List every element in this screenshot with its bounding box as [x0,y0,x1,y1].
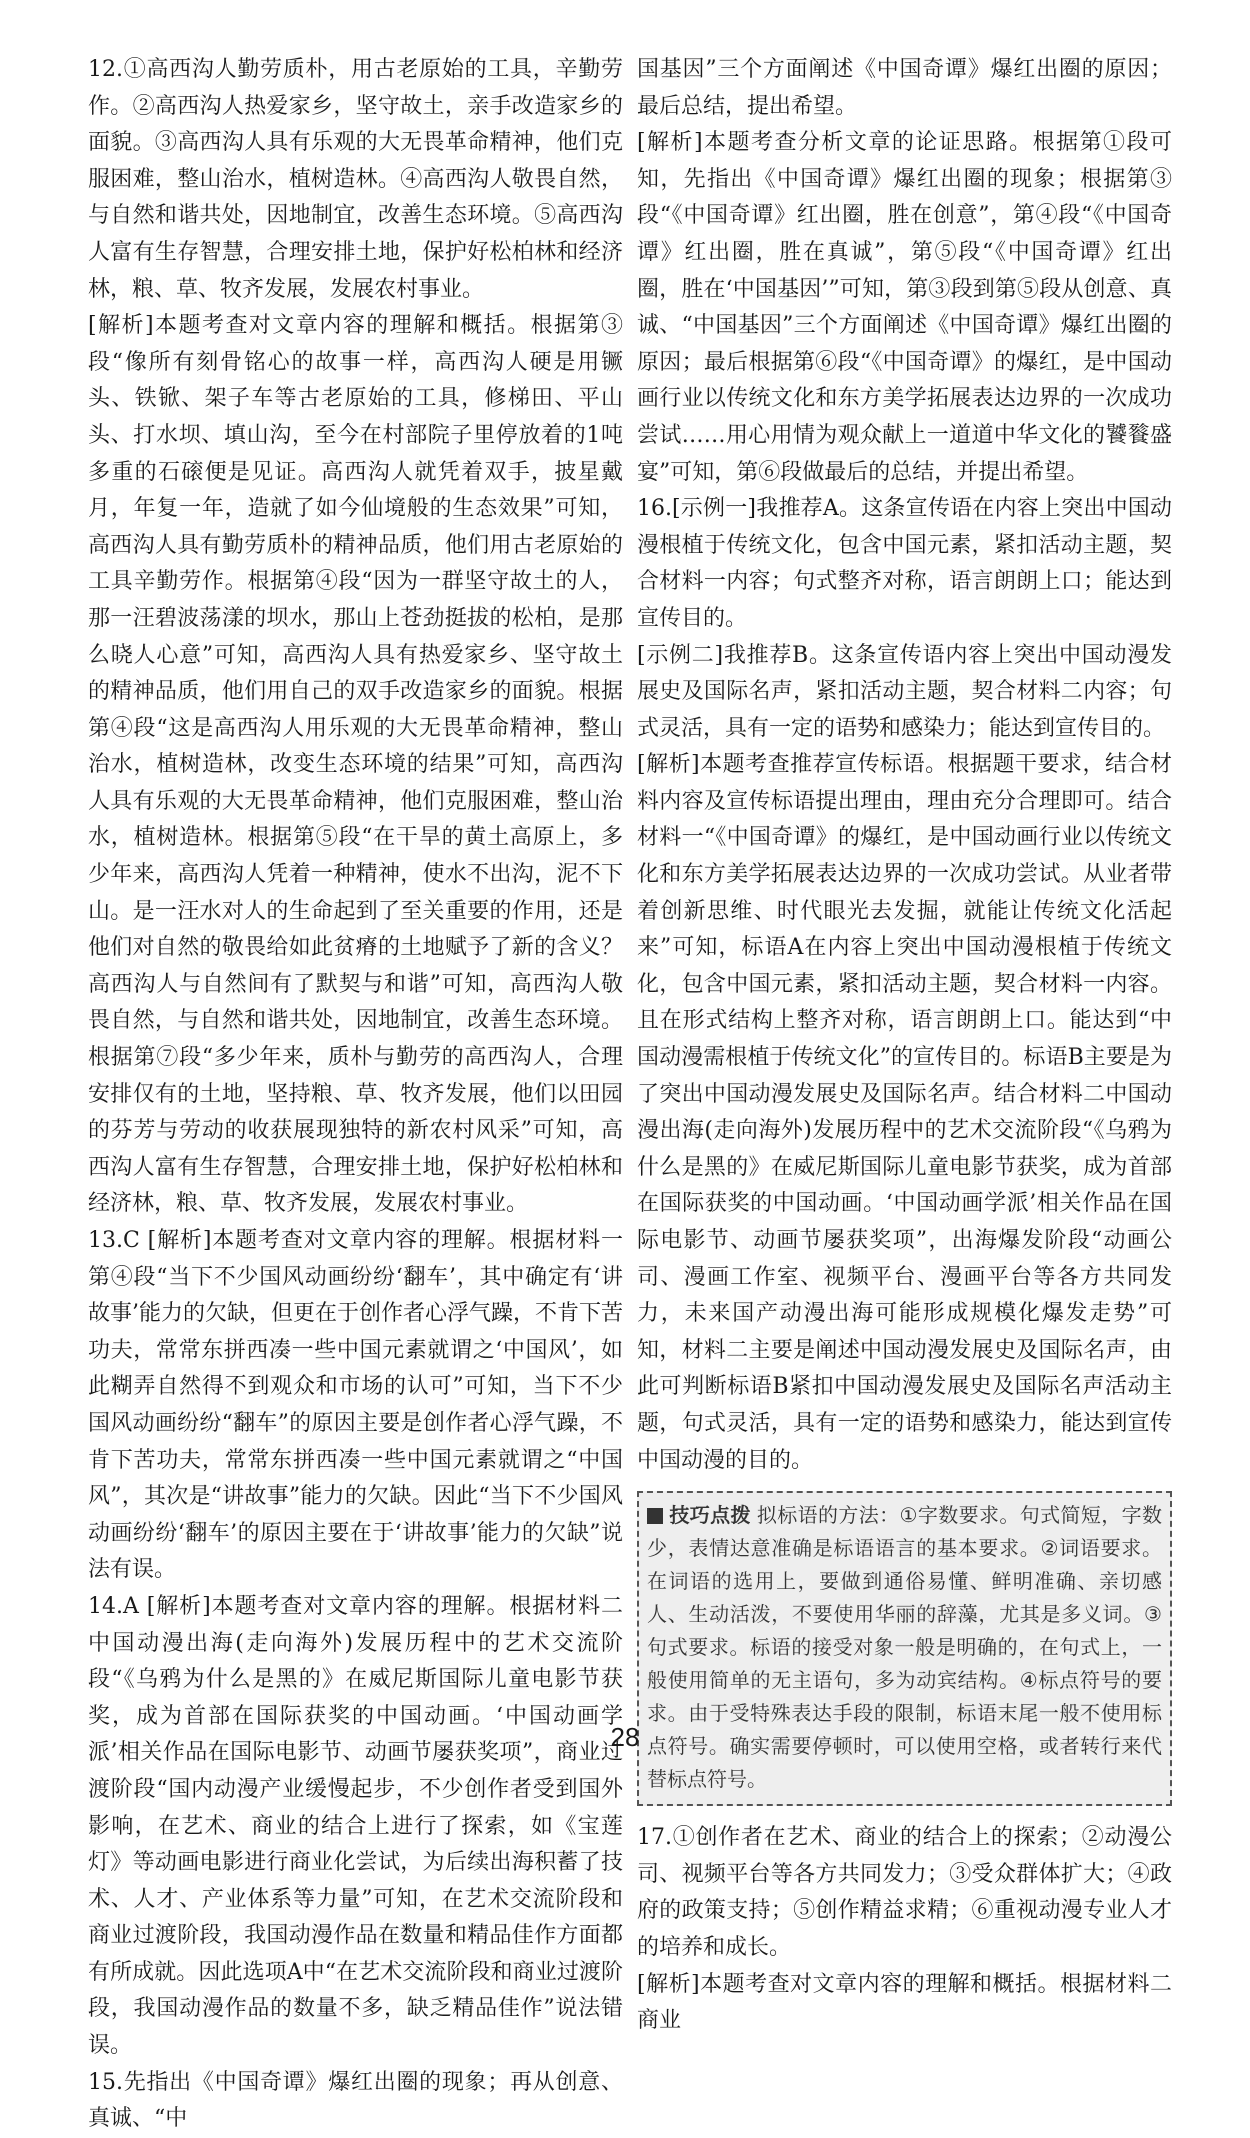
analysis-15: [解析]本题考查分析文章的论证思路。根据第①段可知，先指出《中国奇谭》爆红出圈的现象；根据第③段“《中国奇谭》红出圈，胜在创意”，第④段“《中国奇谭》红出圈，胜在真诚”，第⑤段“《中国奇谭》红出圈，胜在‘中国基因’”可知，第③段到第⑤段从创意、真诚、“中国基因”三个方面阐述《中国奇谭》爆红出圈的原因；最后根据第⑥段“《中国奇谭》的爆红，是中国动画行业以传统文化和东方美学拓展表达边界的一次成功尝试……用心用情为观众献上一道道中华文化的饕餮盛宴”可知，第⑥段做最后的总结，并提出希望。 [637,130,1172,485]
page-number: 28 [610,1722,640,1752]
answer-14: 14.A [解析]本题考查对文章内容的理解。根据材料二中国动漫出海(走向海外)发展历程中的艺术交流阶段“《乌鸦为什么是黑的》在威尼斯国际儿童电影节获奖，成为首部在国际获奖的中国动画。‘中国动画学派’相关作品在国际电影节、动画节屡获奖项”，商业过渡阶段“国内动漫产业缓慢起步，不少创作者受到国外影响，在艺术、商业的结合上进行了探索，如《宝莲灯》等动画电影进行商业化尝试，为后续出海积蓄了技术、人才、产业体系等力量”可知，在艺术交流阶段和商业过渡阶段，我国动漫作品在数量和精品佳作方面都有所成就。因此选项A中“在艺术交流阶段和商业过渡阶段，我国动漫作品的数量不多，缺乏精品佳作”说法错误。 [88,1593,623,2059]
tip-text: 拟标语的方法：①字数要求。句式简短，字数少，表情达意准确是标语语言的基本要求。②词语要求。在词语的选用上，要做到通俗易懂、鲜明准确、亲切感人、生动活泼，不要使用华丽的辞藻，尤其是多义词。③句式要求。标语的接受对象一般是明确的，在句式上，一般使用简单的无主语句，多为动宾结构。④标点符号的要求。由于受特殊表达手段的限制，标语末尾一般不使用标点符号。确实需要停顿时，可以使用空格，或者转行来代替标点符号。 [647,1503,1162,1792]
answer-17: 17.①创作者在艺术、商业的结合上的探索；②动漫公司、视频平台等各方共同发力；③受众群体扩大；④政府的政策支持；⑤创作精益求精；⑥重视动漫专业人才的培养和成长。 [637,1825,1172,1960]
answer-16-example-2: [示例二]我推荐B。这条宣传语内容上突出中国动漫发展史及国际名声，紧扣活动主题，契合材料二内容；句式灵活，具有一定的语势和感染力；能达到宣传目的。 [637,642,1172,741]
answer-15-end: 国基因”三个方面阐述《中国奇谭》爆红出圈的原因；最后总结，提出希望。 [637,57,1172,119]
answer-15-start: 15.先指出《中国奇谭》爆红出圈的现象；再从创意、真诚、“中 [88,2069,623,2132]
analysis-12: [解析]本题考查对文章内容的理解和概括。根据第③段“像所有刻骨铭心的故事一样，高西沟人硬是用镢头、铁锨、架子车等古老原始的工具，修梯田、平山头、打水坝、填山沟，至今在村部院子里停放着的1吨多重的石磙便是见证。高西沟人就凭着双手，披星戴月，年复一年，造就了如今仙境般的生态效果”可知，高西沟人具有勤劳质朴的精神品质，他们用古老原始的工具辛勤劳作。根据第④段“因为一群坚守故土的人，那一汪碧波荡漾的坝水，那山上苍劲挺拔的松柏，是那么晓人心意”可知，高西沟人具有热爱家乡、坚守故土的精神品质，他们用自己的双手改造家乡的面貌。根据第④段“这是高西沟人用乐观的大无畏革命精神，整山治水，植树造林，改变生态环境的结果”可知，高西沟人具有乐观的大无畏革命精神，他们克服困难，整山治水，植树造林。根据第⑤段“在干旱的黄土高原上，多少年来，高西沟人凭着一种精神，使水不出沟，泥不下山。是一汪水对人的生命起到了至关重要的作用，还是他们对自然的敬畏给如此贫瘠的土地赋予了新的含义？高西沟人与自然间有了默契与和谐”可知，高西沟人敬畏自然，与自然和谐共处，因地制宜，改善生态环境。根据第⑦段“多少年来，质朴与勤劳的高西沟人，合理安排仅有的土地，坚持粮、草、牧齐发展，他们以田园的芬芳与劳动的收获展现独特的新农村风采”可知，高西沟人富有生存智慧，合理安排土地，保护好松柏林和经济林，粮、草、牧齐发展，发展农村事业。 [88,313,623,1217]
tip-box [637,1491,1172,1806]
answer-16-example-1: 16.[示例一]我推荐A。这条宣传语在内容上突出中国动漫根植于传统文化，包含中国元素，紧扣活动主题，契合材料一内容；句式整齐对称，语言朗朗上口；能达到宣传目的。 [637,496,1172,631]
left-column [88,52,623,2138]
answer-12: 12.①高西沟人勤劳质朴，用古老原始的工具，辛勤劳作。②高西沟人热爱家乡，坚守故土，亲手改造家乡的面貌。③高西沟人具有乐观的大无畏革命精神，他们克服困难，整山治水，植树造林。④高西沟人敬畏自然，与自然和谐共处，因地制宜，改善生态环境。⑤高西沟人富有生存智慧，合理安排土地，保护好松柏林和经济林，粮、草、牧齐发展，发展农村事业。 [88,57,623,302]
analysis-17-start: [解析]本题考查对文章内容的理解和概括。根据材料二商业 [637,1971,1172,2034]
tip-icon [647,1508,663,1524]
tip-title: 技巧点拨 [669,1503,751,1528]
analysis-16: [解析]本题考查推荐宣传标语。根据题干要求，结合材料内容及宣传标语提出理由，理由充分合理即可。结合材料一“《中国奇谭》的爆红，是中国动画行业以传统文化和东方美学拓展表达边界的一次成功尝试。从业者带着创新思维、时代眼光去发掘，就能让传统文化活起来”可知，标语A在内容上突出中国动漫根植于传统文化，包含中国元素，紧扣活动主题，契合材料一内容。且在形式结构上整齐对称，语言朗朗上口。能达到“中国动漫需根植于传统文化”的宣传目的。标语B主要是为了突出中国动漫发展史及国际名声。结合材料二中国动漫出海(走向海外)发展历程中的艺术交流阶段“《乌鸦为什么是黑的》在威尼斯国际儿童电影节获奖，成为首部在国际获奖的中国动画。‘中国动画学派’相关作品在国际电影节、动画节屡获奖项”，出海爆发阶段“动画公司、漫画工作室、视频平台、漫画平台等各方共同发力，未来国产动漫出海可能形成规模化爆发走势”可知，材料二主要是阐述中国动漫发展史及国际名声，由此可判断标语B紧扣中国动漫发展史及国际名声活动主题，句式灵活，具有一定的语势和感染力，能达到宣传中国动漫的目的。 [637,752,1172,1473]
answer-13: 13.C [解析]本题考查对文章内容的理解。根据材料一第④段“当下不少国风动画纷纷‘翻车’，其中确定有‘讲故事’能力的欠缺，但更在于创作者心浮气躁，不肯下苦功夫，常常东拼西凑一些中国元素就谓之‘中国风’，如此糊弄自然得不到观众和市场的认可”可知，当下不少国风动画纷纷“翻车”的原因主要是创作者心浮气躁，不肯下苦功夫，常常东拼西凑一些中国元素就谓之“中国风”，其次是“讲故事”能力的欠缺。因此“当下不少国风动画纷纷‘翻车’的原因主要在于‘讲故事’能力的欠缺”说法有误。 [88,1228,623,1583]
